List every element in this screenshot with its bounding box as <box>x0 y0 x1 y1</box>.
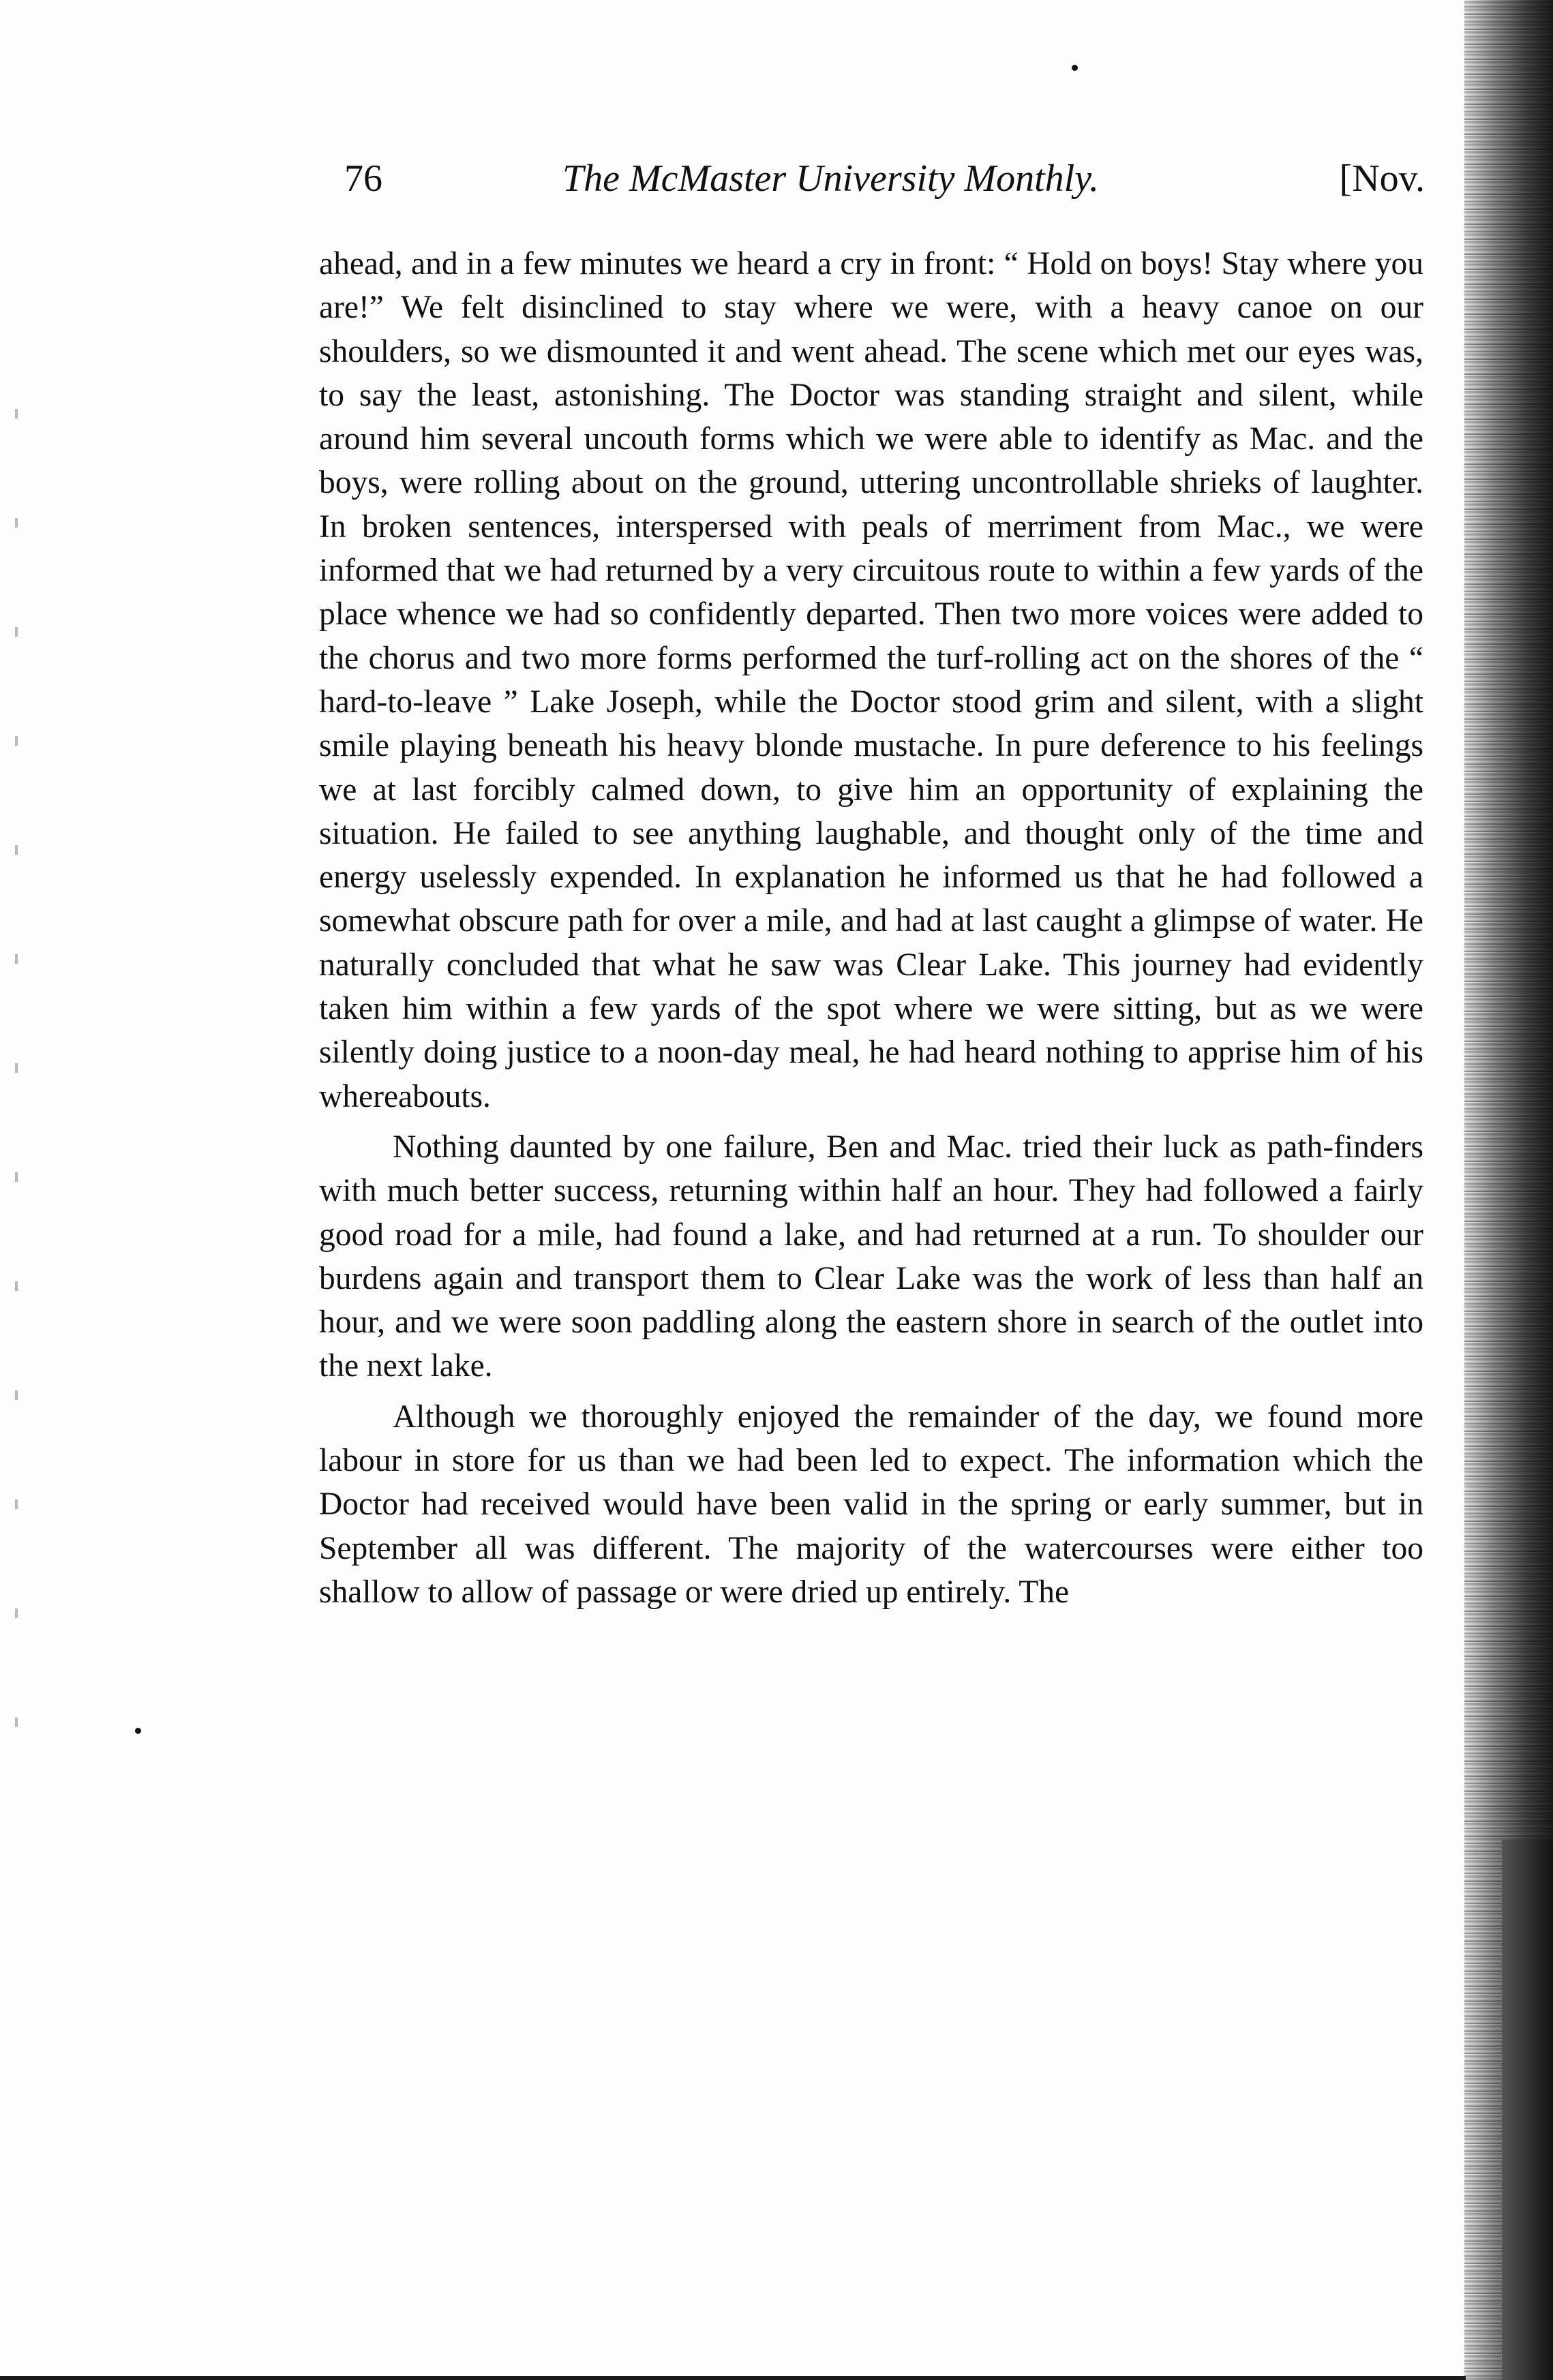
ink-speck <box>135 1728 141 1734</box>
paragraph-2: Nothing daunted by one failure, Ben and Mac. tried their luck as path-finders with much better success, returning within half an hour. They had followed a fairly good road for a mile, had found a lake, and had returned at a run. To shoulder our burdens again and transport them to Clear Lake was the work of less than half an hour, and we were soon paddling along the eastern shore in search of the outlet into the next lake. <box>319 1129 1423 1384</box>
paragraph-3: Although we thoroughly enjoyed the remainder of the day, we found more labour in store for us than we had been led to expect. The information which the Doctor had received would have been valid in the spring or early summer, but in September all was different. The majority of the watercourses were either too shallow to allow of passage or were dried up entirely. The <box>319 1399 1423 1610</box>
left-margin-marks <box>15 409 18 1772</box>
issue-month: [Nov. <box>1339 157 1425 200</box>
running-head <box>344 157 1425 218</box>
ink-speck <box>1072 65 1078 71</box>
paragraph-1: ahead, and in a few minutes we heard a cry in front: “ Hold on boys! Stay where you are!” We felt disinclined to stay where we were, with a heavy canoe on our shoulders, so we dismounted it and went ahead. The scene which met our eyes was, to say the least, astonishing. The Doctor was standing straight and silent, while around him several uncouth forms which we were able to identify as Mac. and the boys, were rolling about on the ground, uttering uncontrollable shrieks of laughter. In broken sentences, interspersed with peals of merriment from Mac., we were informed that we had returned by a very circuitous route to within a few yards of the place whence we had so confidently departed. Then two more voices were added to the chorus and two more forms performed the turf-rolling act on the shores of the “ hard-to-leave ” Lake Joseph, while the Doctor stood grim and silent, with a slight smile playing beneath his heavy blonde mustache. In pure deference to his feelings we at last forcibly calmed down, to give him an opportunity of explaining the situation. He failed to see anything laughable, and thought only of the time and energy uselessly expended. In explanation he informed us that he had followed a somewhat obscure path for over a mile, and had at last caught a glimpse of water. He naturally concluded that what he saw was Clear Lake. This journey had evidently taken him within a few yards of the spot where we were sitting, but as we were silently doing justice to a noon-day meal, he had heard nothing to apprise him of his whereabouts. <box>319 246 1423 1114</box>
body-text <box>319 242 1423 1614</box>
page-number: 76 <box>344 157 382 200</box>
page-edge-dark-band <box>1502 1840 1553 2380</box>
journal-title: The McMaster University Monthly. <box>562 157 1099 200</box>
bottom-scan-rule <box>0 2376 1466 2380</box>
